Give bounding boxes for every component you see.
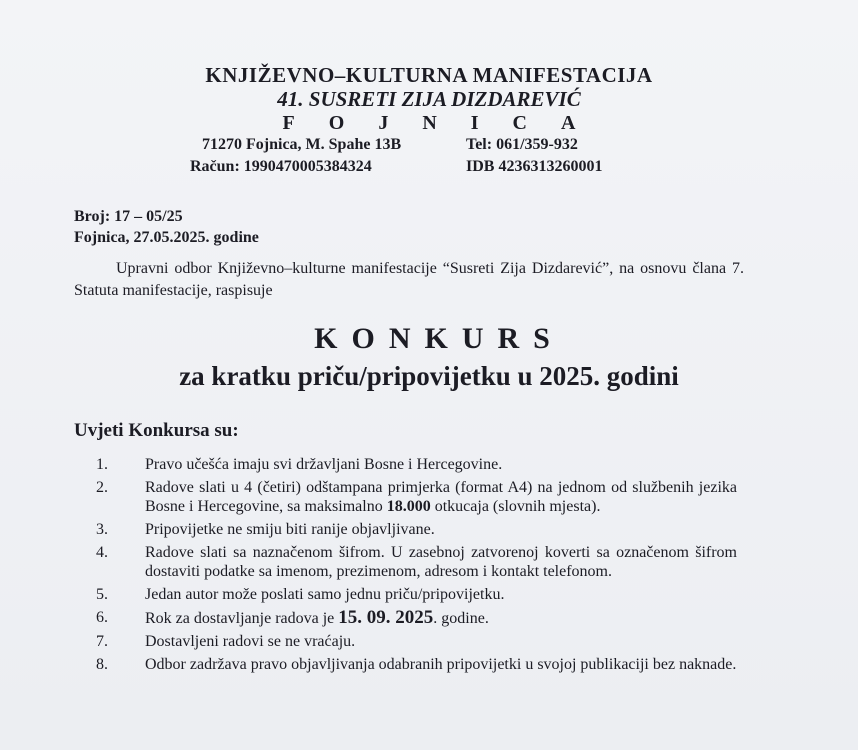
- item-text: Jedan autor može poslati samo jednu priču/pripovijetku.: [145, 586, 505, 603]
- list-item: [0, 455, 858, 474]
- item-number: 6.: [96, 609, 108, 626]
- item-text: Pravo učešća imaju svi državljani Bosne i Hercegovine.: [145, 456, 503, 473]
- item-number: 3.: [96, 521, 108, 538]
- bank-account: Račun: 1990470005384324: [190, 158, 372, 175]
- item-number: 5.: [96, 586, 108, 603]
- list-item: [0, 632, 858, 651]
- item-text-part: Radove slati u 4 (četiri) odštampana primjerka (format A4) na jednom od službenih jezika Bosne i Hercegovine, sa maksimalno: [145, 479, 737, 515]
- item-text: Radove slati sa naznačenom šifrom. U zasebnoj zatvorenoj koverti sa označenom šifrom dostaviti podatke sa imenom, prezimenom, adresom i kontakt telefonom.: [145, 544, 737, 580]
- char-limit: 18.000: [386, 498, 431, 515]
- item-text: Odbor zadržava pravo objavljivanja odabranih pripovijetki u svojoj publikaciji bez naknade.: [145, 656, 737, 673]
- document-title: KONKURS: [314, 322, 564, 355]
- list-item: [0, 543, 858, 581]
- item-text-part: otkucaja (slovnih mjesta).: [430, 498, 601, 515]
- item-text: [145, 478, 737, 516]
- organization-name: KNJIŽEVNO–KULTURNA MANIFESTACIJA: [205, 63, 653, 87]
- address: 71270 Fojnica, M. Spahe 13B: [202, 136, 402, 153]
- list-item: [0, 520, 858, 539]
- conditions-heading: Uvjeti Konkursa su:: [74, 420, 239, 441]
- conditions-list: [0, 455, 858, 678]
- idb-number: IDB 4236313260001: [466, 158, 603, 175]
- intro-paragraph: Upravni odbor Književno–kulturne manifestacije “Susreti Zija Dizdarević”, na osnovu člana 7. Statuta manifestacije, raspisuje: [74, 260, 744, 299]
- item-text: Pripovijetke ne smiju biti ranije objavljivane.: [145, 521, 435, 538]
- place-date: Fojnica, 27.05.2025. godine: [74, 229, 259, 246]
- deadline-date: 15. 09. 2025: [338, 607, 434, 628]
- item-number: 8.: [96, 656, 108, 673]
- item-number: 1.: [96, 456, 108, 473]
- city-name: FOJNICA: [282, 112, 610, 134]
- phone: Tel: 061/359-932: [466, 136, 578, 153]
- item-text-part: Rok za dostavljanje radova je: [145, 610, 339, 627]
- item-text: [145, 608, 737, 628]
- list-item: [0, 478, 858, 516]
- item-number: 4.: [96, 544, 108, 561]
- document-subtitle: za kratku priču/pripovijetku u 2025. godini: [179, 361, 679, 391]
- list-item: [0, 608, 858, 628]
- item-number: 7.: [96, 633, 108, 650]
- item-text: Dostavljeni radovi se ne vraćaju.: [145, 633, 356, 650]
- item-text-part: . godine.: [433, 610, 489, 627]
- event-name: 41. SUSRETI ZIJA DIZDAREVIĆ: [277, 87, 581, 111]
- item-number: 2.: [96, 479, 108, 496]
- list-item: [0, 655, 858, 674]
- list-item: [0, 585, 858, 604]
- reference-number: Broj: 17 – 05/25: [74, 208, 183, 225]
